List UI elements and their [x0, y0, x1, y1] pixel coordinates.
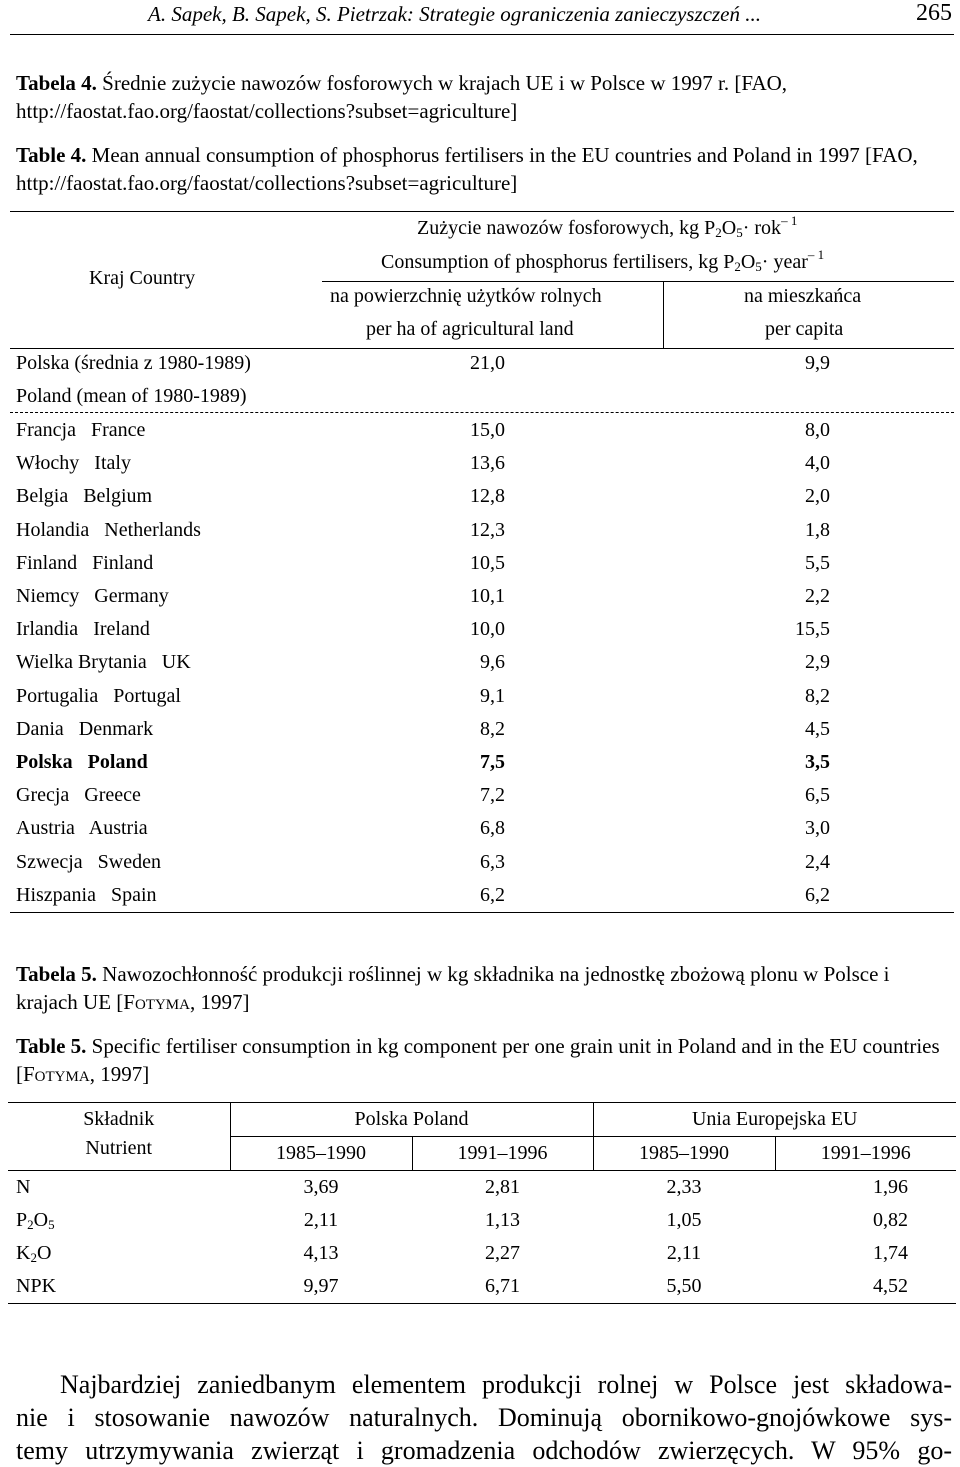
table5-head-row-1 [8, 1103, 956, 1137]
table4-country: Dania Denmark [16, 718, 154, 740]
table4-country: Wielka Brytania UK [16, 651, 191, 673]
table4-label-pl: Tabela 4. [16, 71, 97, 95]
table5-caption-en: Table 5. Specific fertiliser consumption in kg component per one grain unit in Poland and in the EU countries [Fotyma, 1997] [16, 1034, 940, 1086]
table4-land-value: 6,3 [480, 851, 505, 873]
table5-value: 1,74 [873, 1242, 908, 1264]
table5-value: 4,13 [303, 1242, 339, 1264]
table5-nutrient: $K_2O$ [16, 1242, 52, 1265]
table5-row-npk [8, 1270, 956, 1304]
table4-col-country: Kraj Country [89, 267, 196, 289]
table5-value: 4,52 [775, 1270, 956, 1304]
table4-land-value: 8,2 [480, 718, 505, 740]
table5-value: 3,69 [303, 1176, 339, 1198]
table5-caption-pl: Tabela 5. Nawozochłonność produkcji roślinnej w kg składnika na jednostkę zbożową plonu w Polsce i krajach UE [Fotyma, 1997] [16, 962, 890, 1014]
table4-land-value: 12,3 [470, 519, 505, 541]
table4-capita-value: 8,0 [805, 419, 830, 441]
table4-land-value: 7,5 [480, 751, 505, 773]
table5-head-row-2 [8, 1137, 956, 1171]
table4-col-land-pl: na powierzchnię użytków rolnych [330, 285, 602, 307]
table4-capita-value: 2,9 [805, 651, 830, 673]
table4-capita-value: 5,5 [805, 552, 830, 574]
body-line: nie i stosowanie nawozów naturalnych. Dominują obornikowo-gnojówkowe sys- [16, 1403, 952, 1432]
table4-country: Niemcy Germany [16, 585, 169, 607]
table4-label-en: Table 4. [16, 143, 87, 167]
table5-row-k2o [8, 1237, 956, 1270]
table4-country: Portugalia Portugal [16, 685, 181, 707]
table4-capita-value: 4,0 [805, 452, 830, 474]
table5-value: 9,97 [230, 1270, 412, 1304]
table4-header-pl: Zużycie nawozów fosforowych, kg $P_2O_5\cdot rok^{- 1}$ [417, 213, 798, 240]
table5-head-nutrient-en: Nutrient [8, 1137, 230, 1171]
table4-capita-value: 1,8 [805, 519, 830, 541]
table4-capita-value: 3,0 [805, 817, 830, 839]
table4-col-capita-pl: na mieszkańca [744, 285, 862, 307]
header-rule [10, 34, 954, 35]
table4-capita-value: 2,4 [805, 851, 830, 873]
table5-value: 2,11 [303, 1209, 339, 1231]
table4-land-value: 10,1 [470, 585, 505, 607]
table4-capita-value: 3,5 [805, 751, 830, 773]
table5-label-pl: Tabela 5. [16, 962, 97, 986]
table4-header-mid-rule [322, 281, 954, 282]
table4-caption-pl [16, 69, 952, 125]
table4-country: Polska Poland [16, 751, 148, 773]
table5-author-pl: Fotyma [123, 990, 190, 1014]
table4-land-value: 9,1 [480, 685, 505, 707]
table5-value: 6,71 [412, 1270, 593, 1304]
table4-country: Szwecja Sweden [16, 851, 161, 873]
table5-value: 2,11 [666, 1242, 702, 1264]
table4-land-value: 6,2 [480, 884, 505, 906]
table5-value: 5,50 [593, 1270, 775, 1304]
table4-header-bottom-rule [10, 348, 954, 349]
table4-header-en: Consumption of phosphorus fertilisers, kg $P_2O_5\cdot$ year$^{- 1}$ [381, 247, 825, 274]
table4-capita-value: 2,0 [805, 485, 830, 507]
table4-bottom-rule [10, 912, 954, 913]
table5-nutrient: NPK [8, 1270, 230, 1304]
table4-capita-value: 2,2 [805, 585, 830, 607]
table5-head-poland: Polska Poland [230, 1103, 593, 1137]
table5-value: 1,05 [666, 1209, 702, 1231]
table4-caption-en-text: Mean annual consumption of phosphorus fertilisers in the EU countries and Poland in 1997 [FAO, http://faostat.fao.org/faostat/collections?subset=agriculture] [16, 143, 918, 195]
table4-land-value: 15,0 [470, 419, 505, 441]
table5-nutrient: $P_2O_5$ [16, 1209, 55, 1232]
table4-capita-value: 15,5 [795, 618, 830, 640]
table4-land-value: 7,2 [480, 784, 505, 806]
table5-value: 2,33 [666, 1176, 702, 1198]
table4-country: Austria Austria [16, 817, 148, 839]
table5-author-en: Fotyma [23, 1062, 90, 1086]
table4-country: Grecja Greece [16, 784, 141, 806]
table4-land-value: 12,8 [470, 485, 505, 507]
table5-value: 1,13 [485, 1209, 520, 1231]
table4-capita-value: 8,2 [805, 685, 830, 707]
table4-header-divider [663, 282, 664, 348]
page-number: 265 [916, 0, 952, 26]
table5-head-eu: Unia Europejska EU [593, 1103, 956, 1137]
table4-mean-capita: 9,9 [805, 352, 830, 374]
table5-value: 2,27 [485, 1242, 520, 1264]
table5-value: 2,81 [485, 1176, 520, 1198]
table5-period: 1985–1990 [230, 1137, 412, 1171]
table4-col-land-en: per ha of agricultural land [366, 318, 574, 340]
table4-land-value: 9,6 [480, 651, 505, 673]
body-line: temy utrzymywania zwierząt i gromadzenia odchodów zwierzęcych. W 95% go- [16, 1436, 952, 1465]
table5-head-nutrient-pl: Składnik [8, 1103, 230, 1137]
table5-label-en: Table 5. [16, 1034, 87, 1058]
table4-capita-value: 6,5 [805, 784, 830, 806]
table4-country: Włochy Italy [16, 452, 131, 474]
table4-mean-row-pl: Polska (średnia z 1980-1989) [16, 352, 251, 374]
table4-capita-value: 4,5 [805, 718, 830, 740]
table4-mean-row-en: Poland (mean of 1980-1989) [16, 385, 247, 407]
table5-nutrient: N [16, 1176, 31, 1198]
table5-row-p2o5 [8, 1204, 956, 1237]
table4-country: Holandia Netherlands [16, 519, 201, 541]
table4-capita-value: 6,2 [805, 884, 830, 906]
table4-mean-land: 21,0 [470, 352, 505, 374]
table4-caption-en [16, 141, 952, 197]
table4-col-capita-en: per capita [765, 318, 844, 340]
table4-country: Francja France [16, 419, 146, 441]
running-header: A. Sapek, B. Sapek, S. Pietrzak: Strategie ograniczenia zanieczyszczeń ... [148, 2, 761, 26]
table5-value: 0,82 [873, 1209, 908, 1231]
table4-caption-pl-text: Średnie zużycie nawozów fosforowych w krajach UE i w Polsce w 1997 r. [FAO, http://faostat.fao.org/faostat/collections?subset=agriculture] [16, 71, 788, 123]
table5 [8, 1102, 956, 1304]
table4-top-rule [10, 211, 954, 212]
table4-land-value: 13,6 [470, 452, 505, 474]
body-line: Najbardziej zaniedbanym elementem produkcji rolnej w Polsce jest składowa- [60, 1370, 952, 1399]
table4-country: Hiszpania Spain [16, 884, 157, 906]
table4-land-value: 10,5 [470, 552, 505, 574]
table5-period: 1991–1996 [412, 1137, 593, 1171]
table5-row-n [8, 1171, 956, 1205]
table5-value: 1,96 [873, 1176, 908, 1198]
table4-land-value: 10,0 [470, 618, 505, 640]
body-paragraph [16, 1368, 952, 1467]
table5-period: 1991–1996 [775, 1137, 956, 1171]
table4-dashed-rule [10, 412, 954, 413]
table4-land-value: 6,8 [480, 817, 505, 839]
table4-country: Belgia Belgium [16, 485, 153, 507]
table4-country: Irlandia Ireland [16, 618, 150, 640]
table4-country: Finland Finland [16, 552, 154, 574]
table5-period: 1985–1990 [593, 1137, 775, 1171]
